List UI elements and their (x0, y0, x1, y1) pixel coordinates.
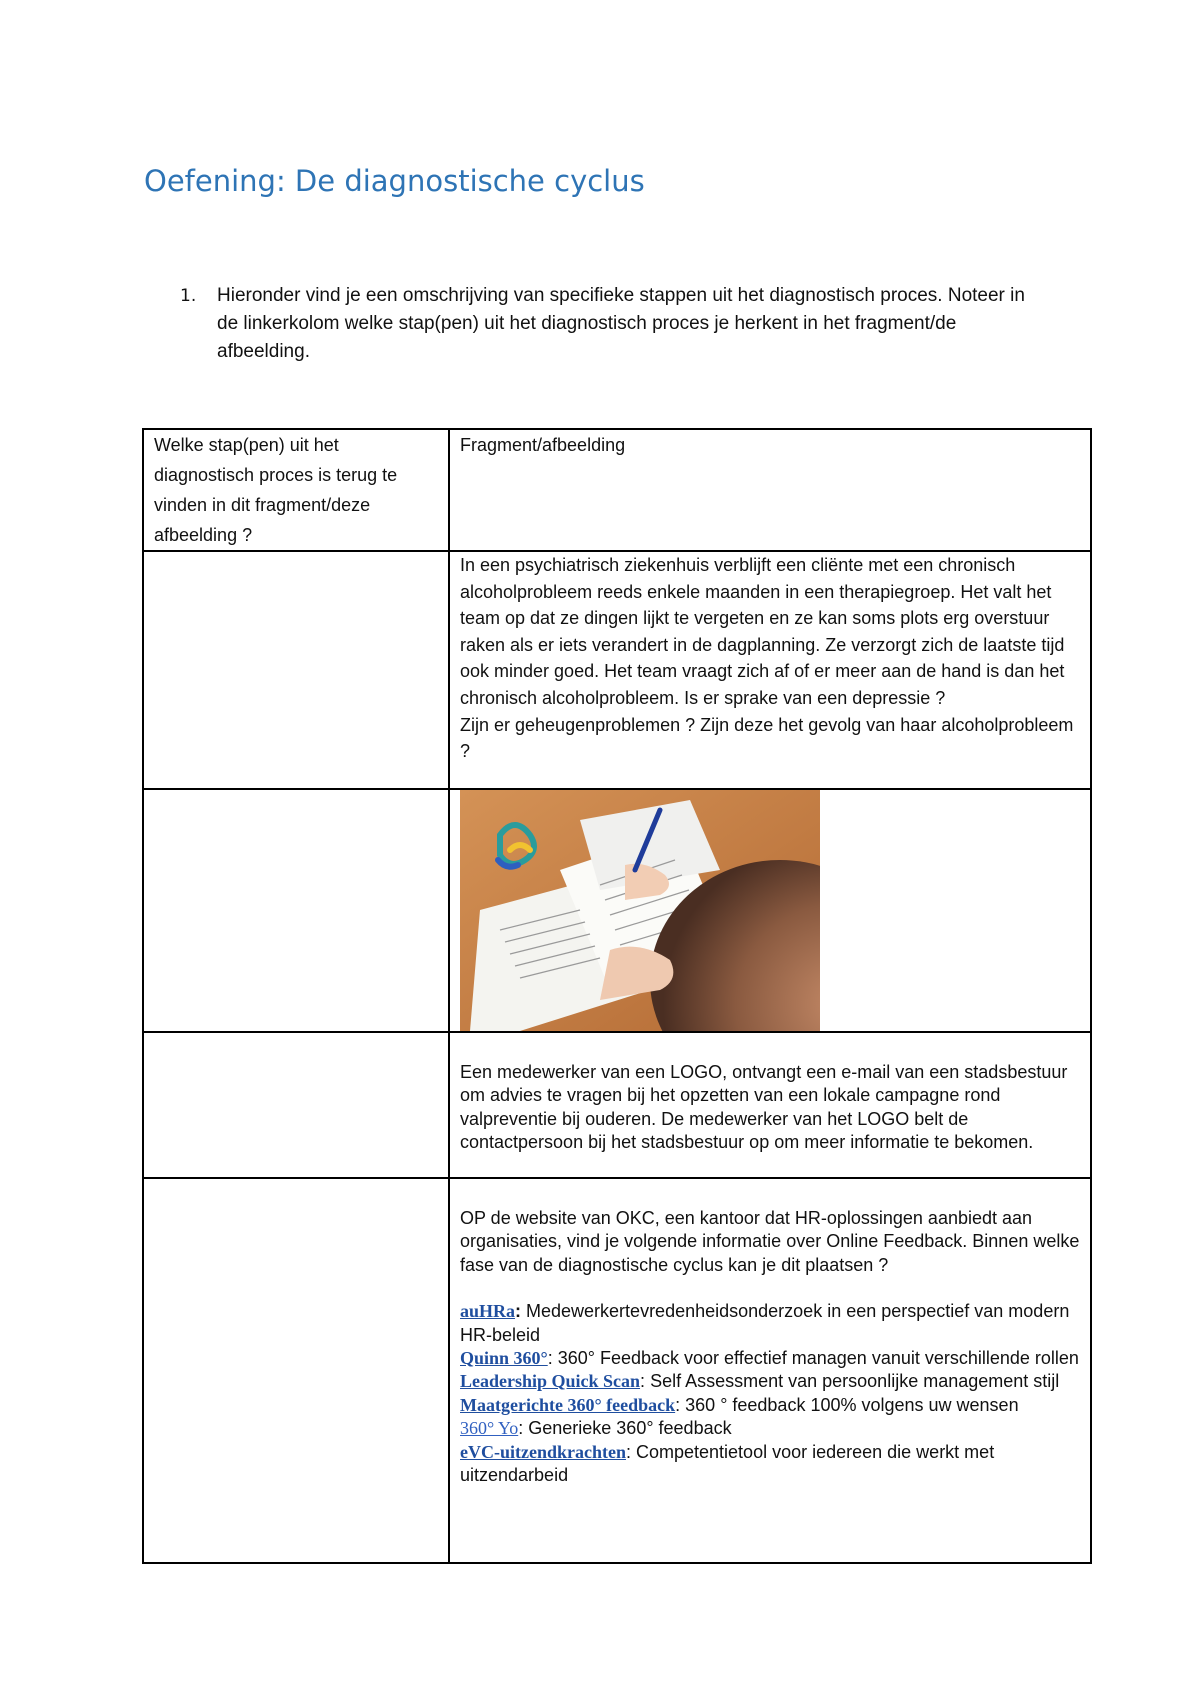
link-evc-uitzendkrachten[interactable]: eVC-uitzendkrachten (460, 1441, 626, 1462)
fragment-text-4: OP de website van OKC, een kantoor dat HR-oplossingen aanbiedt aan organisaties, vind je volgende informatie over Online Feedback. Binnen welke fase van de diagnostische cyclus kan je dit plaatsen ? (460, 1208, 1080, 1275)
link-auhra[interactable]: auHRa (460, 1301, 516, 1322)
feedback-link-list (460, 1300, 1080, 1487)
fragment-text-1: In een psychiatrisch ziekenhuis verblijft een cliënte met een chronisch alcoholprobleem reeds enkele maanden in een therapiegroep. Het valt het team op dat ze dingen lijkt te vergeten en ze kan soms plots erg overstuur raken als er iets verandert in de dagplanning. Ze verzorgt zich de laatste tijd ook minder goed. Het team vraagt zich af of er meer aan de hand is dan het chronisch alcoholprobleem. Is er sprake van een depressie ? (460, 555, 1065, 708)
answer-cell-1[interactable] (143, 551, 449, 789)
header-right-text: Fragment/afbeelding (460, 435, 626, 455)
list-item: Leadership Quick Scan: Self Assessment van persoonlijke management stijl (460, 1371, 1060, 1392)
header-left-text: Welke stap(pen) uit het diagnostisch proces is terug te vinden in dit fragment/deze afbeelding ? (154, 435, 398, 545)
answer-cell-4[interactable] (143, 1178, 449, 1563)
list-item: Quinn 360°: 360° Feedback voor effectief managen vanuit verschillende rollen (460, 1348, 1079, 1369)
fragment-cell-4 (449, 1178, 1091, 1563)
list-item: 360° Yo: Generieke 360° feedback (460, 1418, 732, 1439)
answer-cell-2[interactable] (143, 789, 449, 1032)
fragment-cell-3 (449, 1032, 1091, 1178)
fragment-cell-1 (449, 551, 1091, 789)
link-maatgerichte-360[interactable]: Maatgerichte 360° feedback (460, 1394, 676, 1415)
fragment-text-3: Een medewerker van een LOGO, ontvangt een e-mail van een stadsbestuur om advies te vragen bij het opzetten van een lokale campagne rond valpreventie bij ouderen. De medewerker van het LOGO belt de contactpersoon bij het stadsbestuur op om meer informatie te bekomen. (460, 1062, 1068, 1153)
link-360-yo[interactable]: 360° Yo (460, 1418, 519, 1439)
link-quinn-360[interactable]: Quinn 360° (460, 1348, 548, 1369)
document-title: Oefening: De diagnostische cyclus (144, 164, 645, 198)
table-row (143, 789, 1091, 1032)
test-photo-image (460, 790, 820, 1031)
exercise-table (142, 428, 1092, 1564)
table-header-row (143, 429, 1091, 551)
list-item: eVC-uitzendkrachten: Competentietool voor iedereen die werkt met uitzendarbeid (460, 1441, 995, 1486)
answer-cell-3[interactable] (143, 1032, 449, 1178)
table-row (143, 551, 1091, 789)
fragment-cell-2 (449, 789, 1091, 1032)
question-1 (180, 282, 1040, 366)
fragment-text-1b: Zijn er geheugenproblemen ? Zijn deze het gevolg van haar alcoholprobleem ? (460, 714, 1074, 762)
question-number: 1. (180, 286, 197, 306)
table-row (143, 1178, 1091, 1563)
link-leadership-quick-scan[interactable]: Leadership Quick Scan (460, 1371, 641, 1392)
question-text: Hieronder vind je een omschrijving van specifieke stappen uit het diagnostisch proces. Noteer in de linkerkolom welke stap(pen) uit het diagnostisch proces je herkent in het fragment/de afbeelding. (217, 285, 1025, 362)
table-row (143, 1032, 1091, 1178)
list-item: Maatgerichte 360° feedback: 360 ° feedback 100% volgens uw wensen (460, 1394, 1019, 1415)
list-item: auHRa: Medewerkertevredenheidsonderzoek in een perspectief van modern HR-beleid (460, 1301, 1070, 1345)
header-left-cell (143, 429, 449, 551)
header-right-cell (449, 429, 1091, 551)
